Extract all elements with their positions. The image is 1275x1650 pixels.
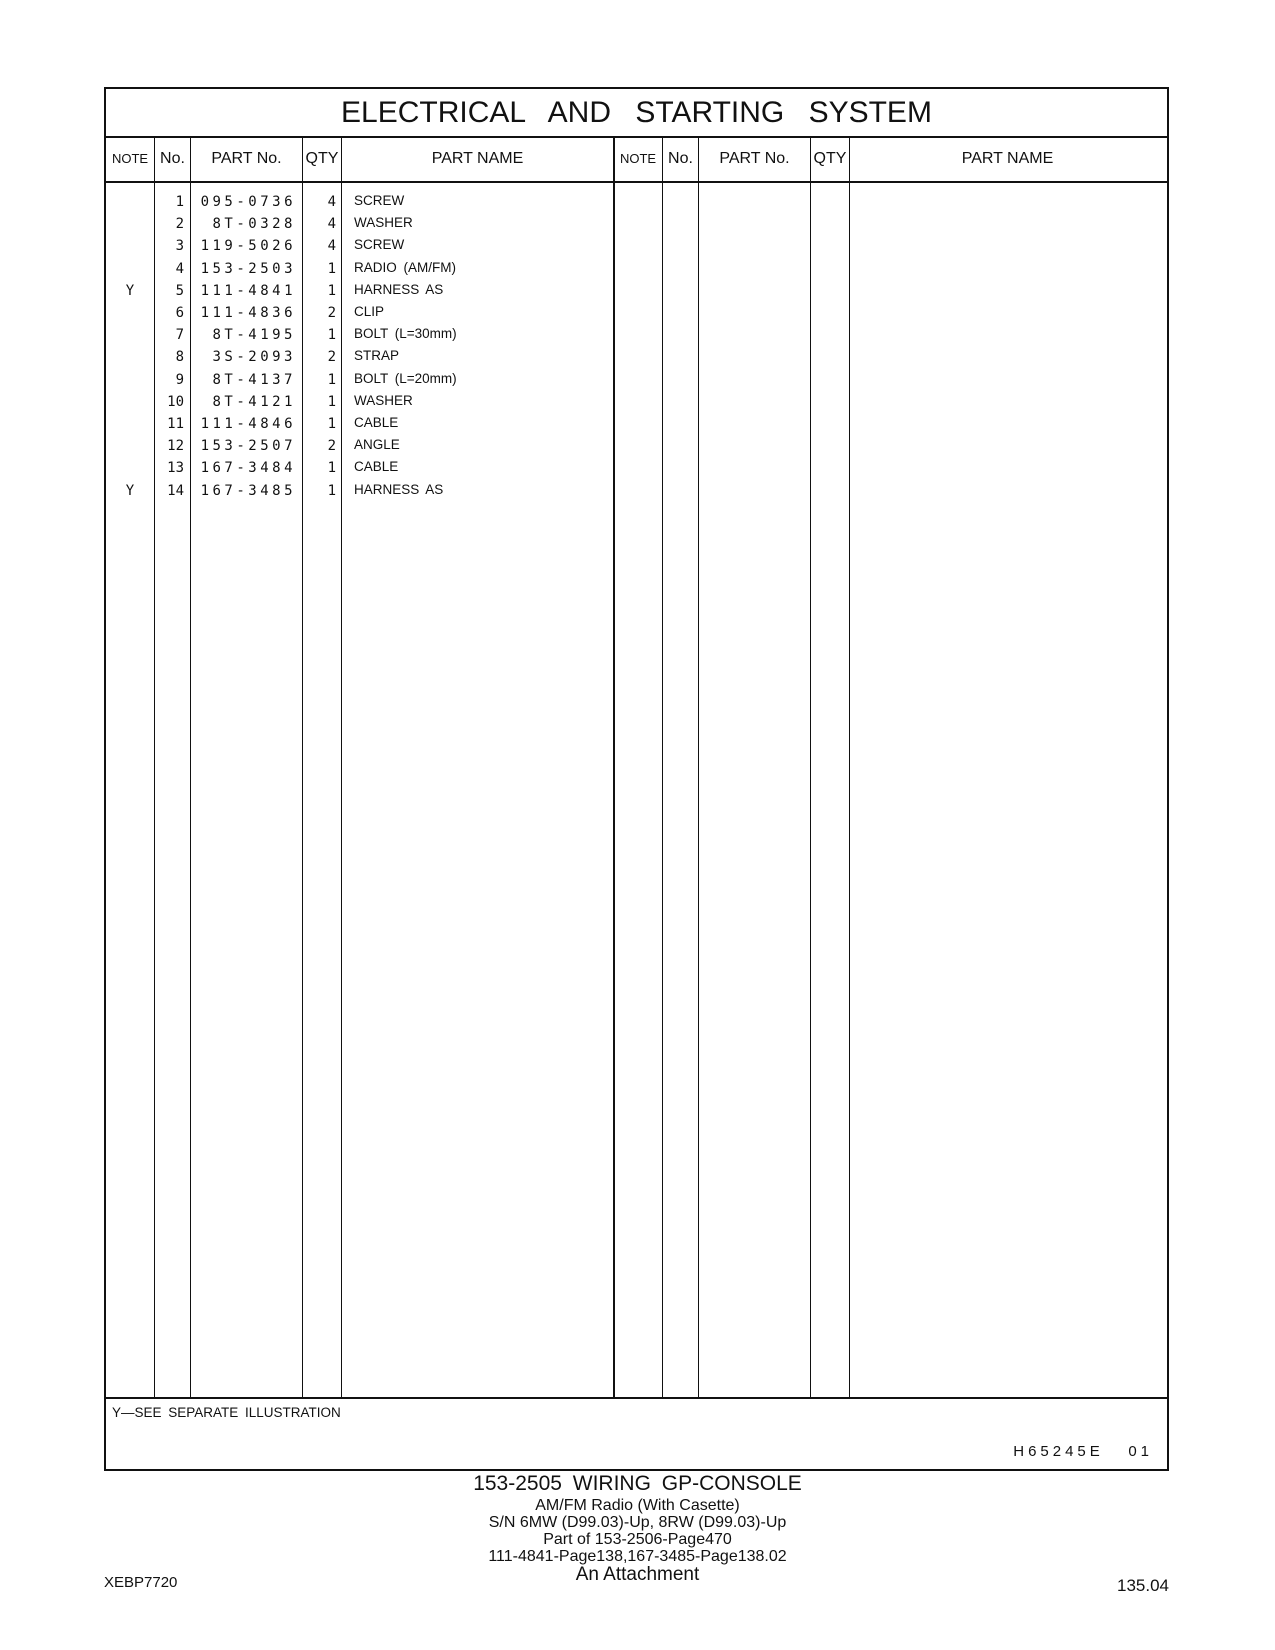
footnote-area: [106, 1397, 1167, 1473]
parts-table-frame: [104, 87, 1169, 1471]
row-part-number: 167-3484: [200, 460, 296, 477]
row-number: 4: [175, 260, 184, 277]
row-number: 13: [167, 460, 184, 477]
header-note-left: NOTE: [111, 151, 149, 166]
row-number: 7: [175, 327, 184, 344]
row-part-number: 167-3485: [200, 482, 296, 499]
row-quantity: 4: [327, 194, 336, 210]
header-qty-left: QTY: [305, 150, 339, 167]
row-quantity: 1: [327, 460, 336, 477]
caption-line-1: AM/FM Radio (With Casette): [535, 1497, 740, 1514]
caption-line-4: 111-4841-Page138,167-3485-Page138.02: [488, 1548, 787, 1565]
row-part-name: HARNESS AS: [354, 281, 444, 297]
table-row: [106, 457, 1167, 479]
row-part-name: SCREW: [354, 237, 405, 253]
table-row: [106, 480, 1167, 502]
row-part-number: 095-0736: [200, 194, 296, 210]
row-part-name: CABLE: [354, 459, 399, 475]
table-row: [106, 435, 1167, 457]
row-quantity: 1: [327, 482, 336, 499]
table-row: [106, 191, 1167, 213]
table-row: [106, 369, 1167, 391]
row-part-name: BOLT (L=30mm): [354, 326, 457, 342]
caption-line-3: Part of 153-2506-Page470: [543, 1531, 732, 1548]
header-part-no-right: PART No.: [719, 150, 790, 167]
header-part-no-left: PART No.: [211, 150, 282, 167]
row-part-number: 153-2503: [200, 260, 296, 277]
document-reference: [1013, 1443, 1153, 1460]
row-note: Y: [125, 482, 135, 499]
row-quantity: 2: [327, 349, 336, 366]
header-note-right: NOTE: [619, 151, 657, 166]
header-part-name-right: PART NAME: [961, 150, 1054, 167]
row-part-number: 119-5026: [200, 238, 296, 255]
row-part-name: STRAP: [354, 348, 400, 364]
row-part-number: 8T-4195: [212, 327, 296, 344]
table-row: [106, 280, 1167, 302]
table-header: [106, 136, 1167, 183]
row-number: 2: [175, 216, 184, 233]
row-part-number: 111-4841: [200, 282, 296, 299]
caption-line-2: S/N 6MW (D99.03)-Up, 8RW (D99.03)-Up: [488, 1514, 787, 1531]
row-number: 3: [175, 238, 184, 255]
row-part-name: WASHER: [354, 215, 413, 231]
assembly-title: 153-2505 WIRING GP-CONSOLE: [473, 1472, 802, 1495]
table-row: [106, 258, 1167, 280]
row-number: 14: [167, 482, 184, 499]
header-no-left: No.: [160, 150, 185, 167]
row-part-number: 111-4846: [200, 416, 296, 432]
table-row: [106, 346, 1167, 368]
caption-line-5: An Attachment: [575, 1564, 700, 1585]
row-part-number: 8T-4121: [212, 393, 296, 410]
footnote: Y—SEE SEPARATE ILLUSTRATION: [112, 1405, 341, 1420]
row-quantity: 2: [327, 438, 336, 455]
row-quantity: 4: [327, 216, 336, 233]
row-quantity: 1: [327, 393, 336, 410]
row-part-name: ANGLE: [354, 437, 400, 453]
row-part-number: 8T-4137: [212, 371, 296, 388]
parts-list: [106, 181, 1167, 1481]
row-quantity: 1: [327, 327, 336, 344]
row-part-name: CABLE: [354, 415, 399, 430]
doc-code: H65245E: [1013, 1443, 1104, 1460]
page-number: 135.04: [1117, 1576, 1169, 1595]
table-row: [106, 324, 1167, 346]
header-qty-right: QTY: [813, 150, 847, 167]
page-title: ELECTRICAL AND STARTING SYSTEM: [106, 89, 1167, 138]
row-quantity: 1: [327, 282, 336, 299]
row-number: 11: [167, 416, 184, 432]
header-part-name-left: PART NAME: [431, 150, 524, 167]
row-part-number: 153-2507: [200, 438, 296, 455]
row-number: 1: [175, 194, 184, 210]
table-row: [106, 391, 1167, 413]
row-part-name: BOLT (L=20mm): [354, 370, 457, 386]
table-row: [106, 213, 1167, 235]
row-part-name: RADIO (AM/FM): [354, 259, 456, 275]
row-part-number: 111-4836: [200, 305, 296, 321]
doc-rev: 01: [1128, 1443, 1153, 1460]
row-part-name: SCREW: [354, 193, 405, 208]
row-part-name: CLIP: [354, 304, 385, 319]
row-quantity: 4: [327, 238, 336, 255]
table-row: [106, 413, 1167, 435]
header-no-right: No.: [668, 150, 693, 167]
row-quantity: 1: [327, 260, 336, 277]
row-number: 10: [167, 393, 184, 410]
row-number: 12: [167, 438, 184, 455]
row-number: 5: [175, 282, 184, 299]
row-part-number: 3S-2093: [212, 349, 296, 366]
row-part-name: HARNESS AS: [354, 481, 444, 497]
row-note: Y: [125, 282, 135, 299]
row-quantity: 2: [327, 305, 336, 321]
table-row: [106, 235, 1167, 257]
row-quantity: 1: [327, 416, 336, 432]
row-number: 8: [175, 349, 184, 366]
table-row: [106, 302, 1167, 324]
publication-number: XEBP7720: [104, 1574, 178, 1591]
row-part-number: 8T-0328: [212, 216, 296, 233]
row-number: 6: [175, 305, 184, 321]
row-quantity: 1: [327, 371, 336, 388]
row-part-name: WASHER: [354, 392, 413, 408]
row-number: 9: [175, 371, 184, 388]
